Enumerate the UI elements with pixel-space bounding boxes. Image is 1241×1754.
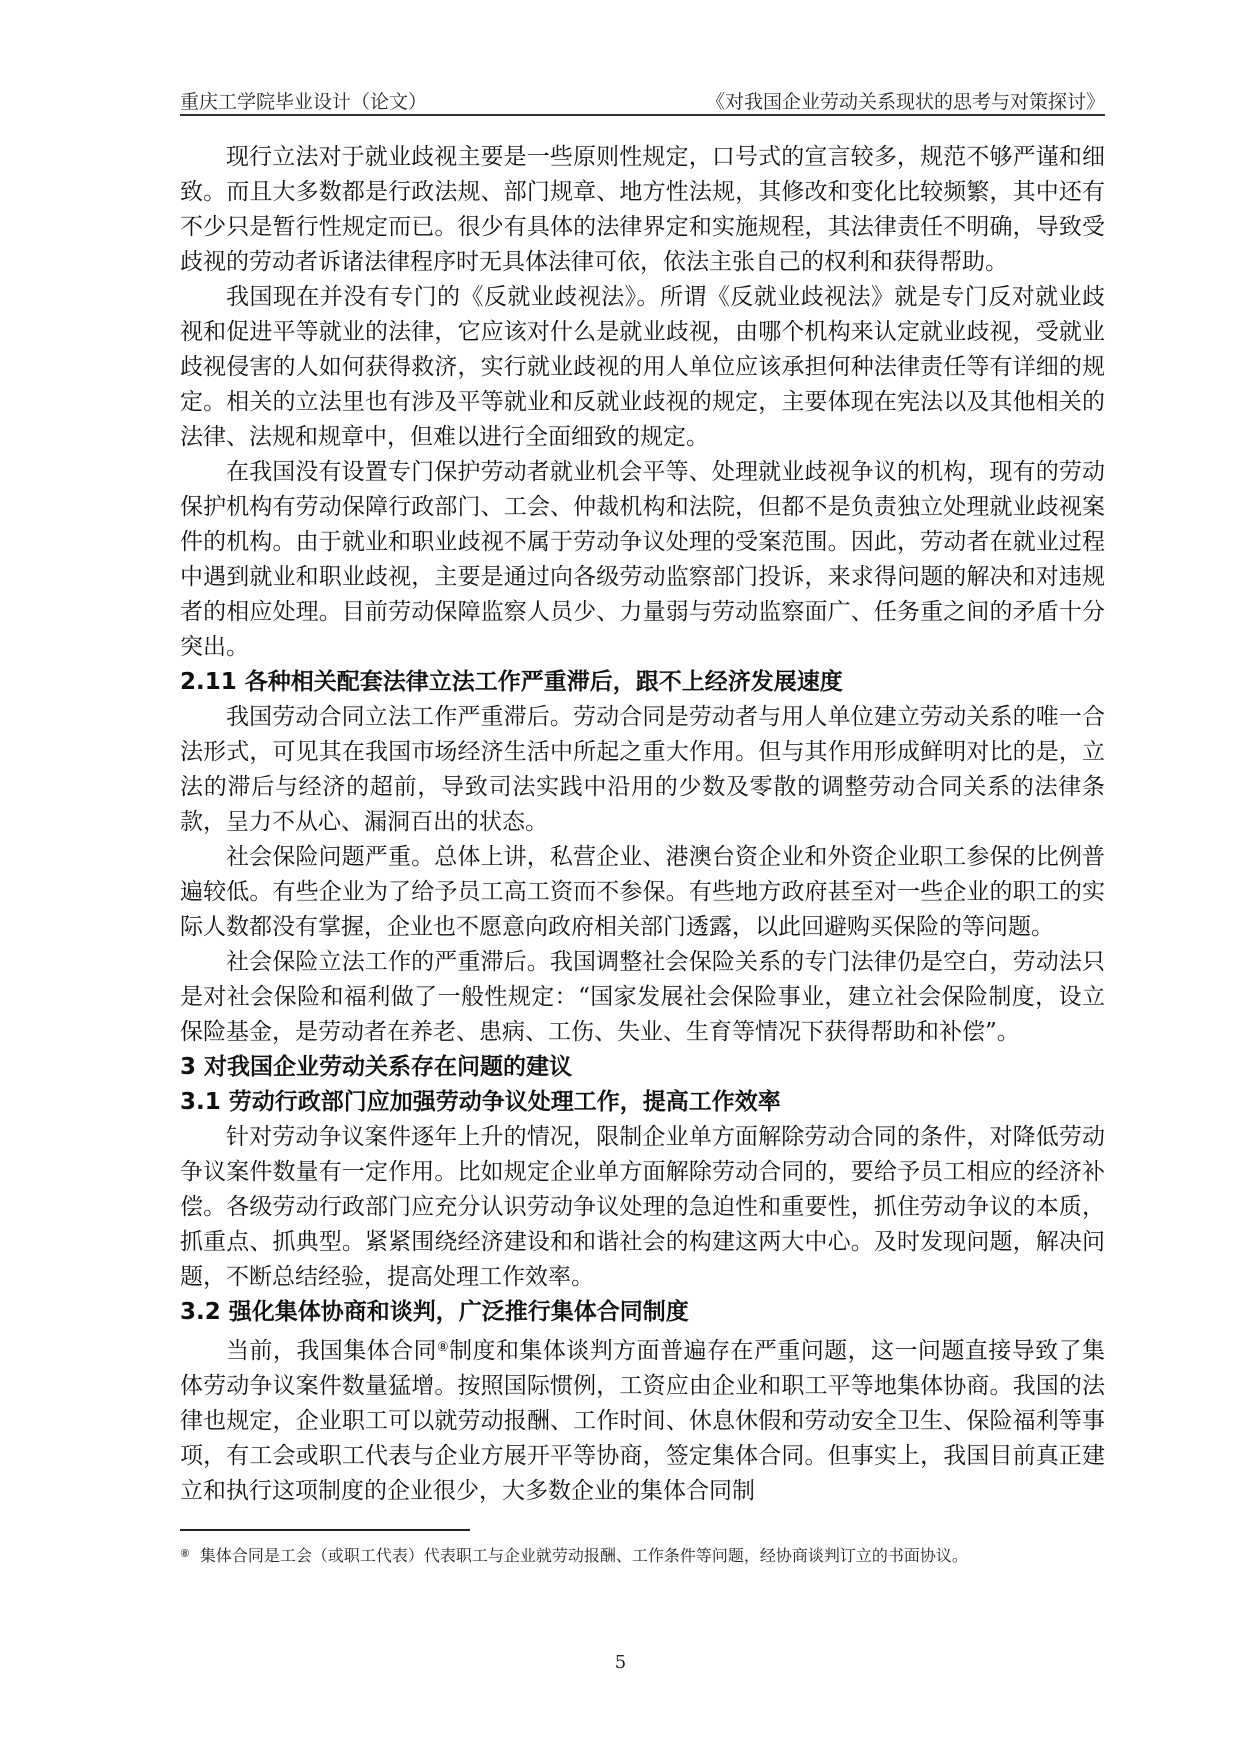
section-heading-2-11: 2.11 各种相关配套法律立法工作严重滞后，跟不上经济发展速度 [180, 669, 843, 695]
section-heading-3: 3 对我国企业劳动关系存在问题的建议 [180, 1054, 573, 1080]
footnote-reference[interactable]: ⑧ [436, 1340, 450, 1355]
footnote [180, 1542, 1110, 1568]
header-right-title: 《对我国企业劳动关系现状的思考与对策探讨》 [705, 91, 1105, 113]
header-left-title: 重庆工学院毕业设计（论文） [180, 91, 428, 113]
section-heading-3-1: 3.1 劳动行政部门应加强劳动争议处理工作，提高工作效率 [180, 1089, 781, 1115]
header-rule [180, 114, 1105, 116]
paragraph-text-before: 当前，我国集体合同 [226, 1338, 437, 1364]
paragraph: 社会保险立法工作的严重滞后。我国调整社会保险关系的专门法律仍是空白，劳动法只是对社会保险和福利做了一般性规定：“国家发展社会保险事业，建立社会保险制度，设立保险基金，是劳动者在养老、患病、工伤、失业、生育等情况下获得帮助和补偿”。 [180, 949, 1105, 1045]
paragraph: 我国劳动合同立法工作严重滞后。劳动合同是劳动者与用人单位建立劳动关系的唯一合法形式，可见其在我国市场经济生活中所起之重大作用。但与其作用形成鲜明对比的是，立法的滞后与经济的超前，导致司法实践中沿用的少数及零散的调整劳动合同关系的法律条款，呈力不从心、漏洞百出的状态。 [180, 704, 1105, 835]
paragraph: 针对劳动争议案件逐年上升的情况，限制企业单方面解除劳动合同的条件，对降低劳动争议案件数量有一定作用。比如规定企业单方面解除劳动合同的，要给予员工相应的经济补偿。各级劳动行政部门应充分认识劳动争议处理的急迫性和重要性，抓住劳动争议的本质，抓重点、抓典型。紧紧围绕经济建设和和谐社会的构建这两大中心。及时发现问题，解决问题，不断总结经验，提高处理工作效率。 [180, 1124, 1105, 1290]
paragraph: 我国现在并没有专门的《反就业歧视法》。所谓《反就业歧视法》就是专门反对就业歧视和促进平等就业的法律，它应该对什么是就业歧视，由哪个机构来认定就业歧视，受就业歧视侵害的人如何获得救济，实行就业歧视的用人单位应该承担何种法律责任等有详细的规定。相关的立法里也有涉及平等就业和反就业歧视的规定，主要体现在宪法以及其他相关的法律、法规和规章中，但难以进行全面细致的规定。 [180, 284, 1105, 450]
paragraph-text-after: 制度和集体谈判方面普遍存在严重问题，这一问题直接导致了集体劳动争议案件数量猛增。按照国际惯例，工资应由企业和职工平等地集体协商。我国的法律也规定，企业职工可以就劳动报酬、工作时间、休息休假和劳动安全卫生、保险福利等事项，有工会或职工代表与企业方展开平等协商，签定集体合同。但事实上，我国目前真正建立和执行这项制度的企业很少，大多数企业的集体合同制 [180, 1338, 1106, 1504]
footnote-text: 集体合同是工会（或职工代表）代表职工与企业就劳动报酬、工作条件等问题，经协商谈判订立的书面协议。 [199, 1546, 968, 1565]
running-header [180, 83, 1105, 113]
paragraph-with-footnote [180, 1330, 1105, 1509]
page-number: 5 [614, 1652, 627, 1673]
paragraph: 社会保险问题严重。总体上讲，私营企业、港澳台资企业和外资企业职工参保的比例普遍较低。有些企业为了给予员工高工资而不参保。有些地方政府甚至对一些企业的职工的实际人数都没有掌握，企业也不愿意向政府相关部门透露，以此回避购买保险的等问题。 [180, 844, 1105, 940]
section-heading-3-2: 3.2 强化集体协商和谈判，广泛推行集体合同制度 [180, 1299, 689, 1325]
footnote-mark: ⑧ [180, 1547, 190, 1560]
paragraph: 现行立法对于就业歧视主要是一些原则性规定，口号式的宣言较多，规范不够严谨和细致。而且大多数都是行政法规、部门规章、地方性法规，其修改和变化比较频繁，其中还有不少只是暂行性规定而已。很少有具体的法律界定和实施规程，其法律责任不明确，导致受歧视的劳动者诉诸法律程序时无具体法律可依，依法主张自己的权利和获得帮助。 [180, 144, 1105, 275]
paragraph: 在我国没有设置专门保护劳动者就业机会平等、处理就业歧视争议的机构，现有的劳动保护机构有劳动保障行政部门、工会、仲裁机构和法院，但都不是负责独立处理就业歧视案件的机构。由于就业和职业歧视不属于劳动争议处理的受案范围。因此，劳动者在就业过程中遇到就业和职业歧视，主要是通过向各级劳动监察部门投诉，来求得问题的解决和对违规者的相应处理。目前劳动保障监察人员少、力量弱与劳动监察面广、任务重之间的矛盾十分突出。 [180, 459, 1105, 660]
footnote-rule [180, 1529, 470, 1531]
body-text [180, 140, 1105, 1509]
